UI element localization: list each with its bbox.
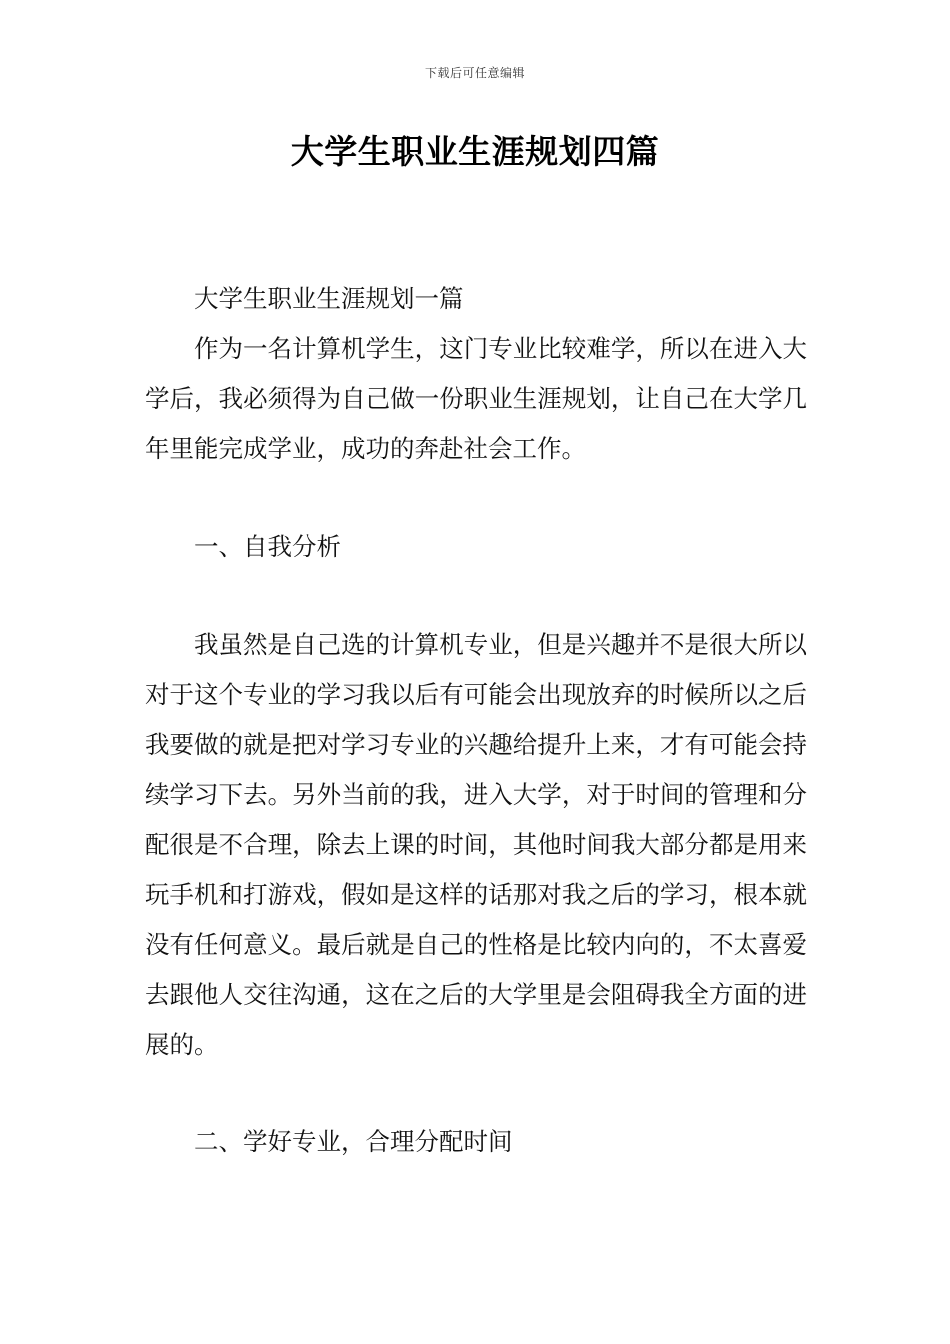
- intro-paragraph: 作为一名计算机学生，这门专业比较难学，所以在进入大学后，我必须得为自己做一份职业生涯规划，让自己在大学几年里能完成学业，成功的奔赴社会工作。: [145, 334, 807, 463]
- section-heading-study-time: 二、学好专业，合理分配时间: [194, 1127, 513, 1156]
- document-title: 大学生职业生涯规划四篇: [290, 132, 660, 171]
- section-subtitle: 大学生职业生涯规划一篇: [194, 284, 464, 313]
- header-note: 下载后可任意编辑: [424, 66, 525, 80]
- analysis-paragraph: 我虽然是自己选的计算机专业，但是兴趣并不是很大所以对于这个专业的学习我以后有可能会出现放弃的时候所以之后我要做的就是把对学习专业的兴趣给提升上来，才有可能会持续学习下去。另外当前的我，进入大学，对于时间的管理和分配很是不合理，除去上课的时间，其他时间我大部分都是用来玩手机和打游戏，假如是这样的话那对我之后的学习，根本就没有任何意义。最后就是自己的性格是比较内向的，不太喜爱去跟他人交往沟通，这在之后的大学里是会阻碍我全方面的进展的。: [145, 630, 807, 1059]
- section-heading-self-analysis: 一、自我分析: [194, 532, 341, 561]
